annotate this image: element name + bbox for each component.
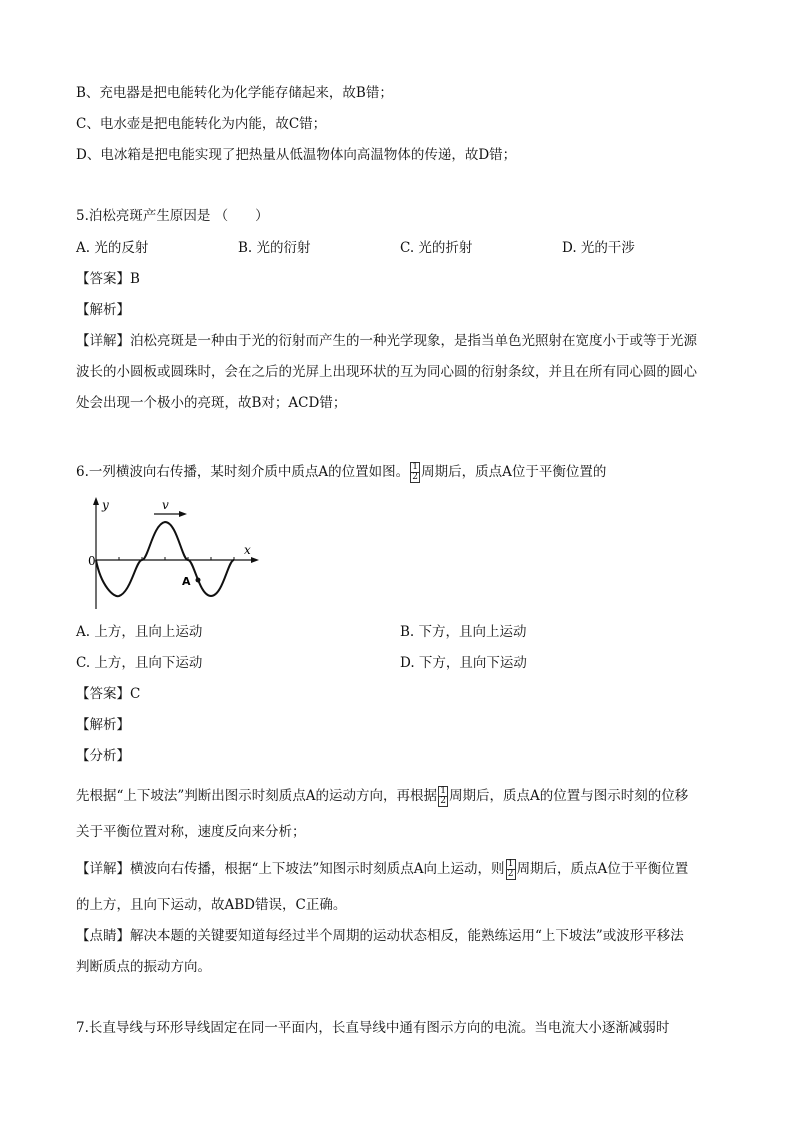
point-a-label: A: [182, 575, 191, 588]
q6-analysis: 【解析】: [76, 717, 130, 733]
q6-option-a: A. 上方，且向上运动: [76, 624, 203, 640]
q6-fenxi-line-2: 关于平衡位置对称，速度反向来分析；: [76, 824, 306, 840]
wave-figure: [86, 494, 266, 614]
q6-fenxi-line-1: 先根据“上下坡法”判断出图示时刻质点A的运动方向，再根据 $\frac{1}{2}$ 周期后，质点A的位置与图示时刻的位移: [76, 786, 689, 806]
q5-detail-1: 【详解】泊松亮斑是一种由于光的衍射而产生的一种光学现象，是指当单色光照射在宽度小于或等于光源: [76, 333, 697, 349]
q7-stem: 7.长直导线与环形导线固定在同一平面内，长直导线中通有图示方向的电流。当电流大小逐渐减弱时: [76, 1020, 670, 1036]
q5-detail-2: 波长的小圆板或圆珠时，会在之后的光屏上出现环状的互为同心圆的衍射条纹，并且在所有同心圆的圆心: [76, 364, 697, 380]
q4-option-d: D、电冰箱是把电能实现了把热量从低温物体向高温物体的传递，故D错；: [76, 147, 517, 163]
velocity-arrowhead: [179, 511, 187, 517]
velocity-label: v: [162, 498, 169, 512]
q5-option-a: A. 光的反射: [76, 240, 149, 256]
q6-dianjing-line-1: 【点睛】解决本题的关键要知道每经过半个周期的运动状态相反，能熟练运用“上下坡法”或波形平移法: [76, 928, 684, 944]
q6-option-d: D. 下方，且向下运动: [400, 655, 527, 671]
q6-option-b: B. 下方，且向上运动: [400, 624, 527, 640]
q6-fenxi-label: 【分析】: [76, 748, 130, 764]
q6-option-c: C. 上方，且向下运动: [76, 655, 203, 671]
q5-analysis: 【解析】: [76, 302, 130, 318]
q6-answer: 【答案】C: [76, 686, 141, 702]
q6-stem: 6.一列横波向右传播，某时刻介质中质点A的位置如图。 $\frac{1}{2}$ 周期后，质点A位于平衡位置的: [76, 462, 607, 482]
q5-option-d: D. 光的干涉: [562, 240, 635, 256]
y-axis-arrow: [93, 497, 99, 505]
q4-option-c: C、电水壶是把电能转化为内能，故C错；: [76, 116, 327, 132]
q6-dianjing-line-2: 判断质点的振动方向。: [76, 959, 211, 975]
x-axis-arrow: [251, 557, 259, 563]
fraction-half: $\frac{1}{2}$: [410, 462, 420, 483]
q6-detail-line-2: 的上方，且向下运动，故ABD错误，C正确。: [76, 897, 347, 913]
y-axis-label: y: [102, 498, 109, 512]
q6-detail-line-1: 【详解】横波向右传播，根据“上下坡法”知图示时刻质点A向上运动，则 $\frac{1}{2}$ 周期后，质点A位于平衡位置: [76, 859, 689, 879]
q5-detail-3: 处会出现一个极小的亮斑，故B对；ACD错；: [76, 395, 347, 411]
q4-option-b: B、充电器是把电能转化为化学能存储起来，故B错；: [76, 85, 393, 101]
q5-answer: 【答案】B: [76, 271, 140, 287]
x-axis-label: x: [244, 543, 251, 557]
origin-label: 0: [88, 554, 96, 568]
fraction-half: $\frac{1}{2}$: [506, 859, 516, 880]
point-a: [196, 578, 201, 583]
q5-option-c: C. 光的折射: [400, 240, 473, 256]
q5-option-b: B. 光的衍射: [238, 240, 311, 256]
fraction-half: $\frac{1}{2}$: [438, 786, 448, 807]
q5-stem: 5.泊松亮斑产生原因是 （ ）: [76, 208, 269, 224]
